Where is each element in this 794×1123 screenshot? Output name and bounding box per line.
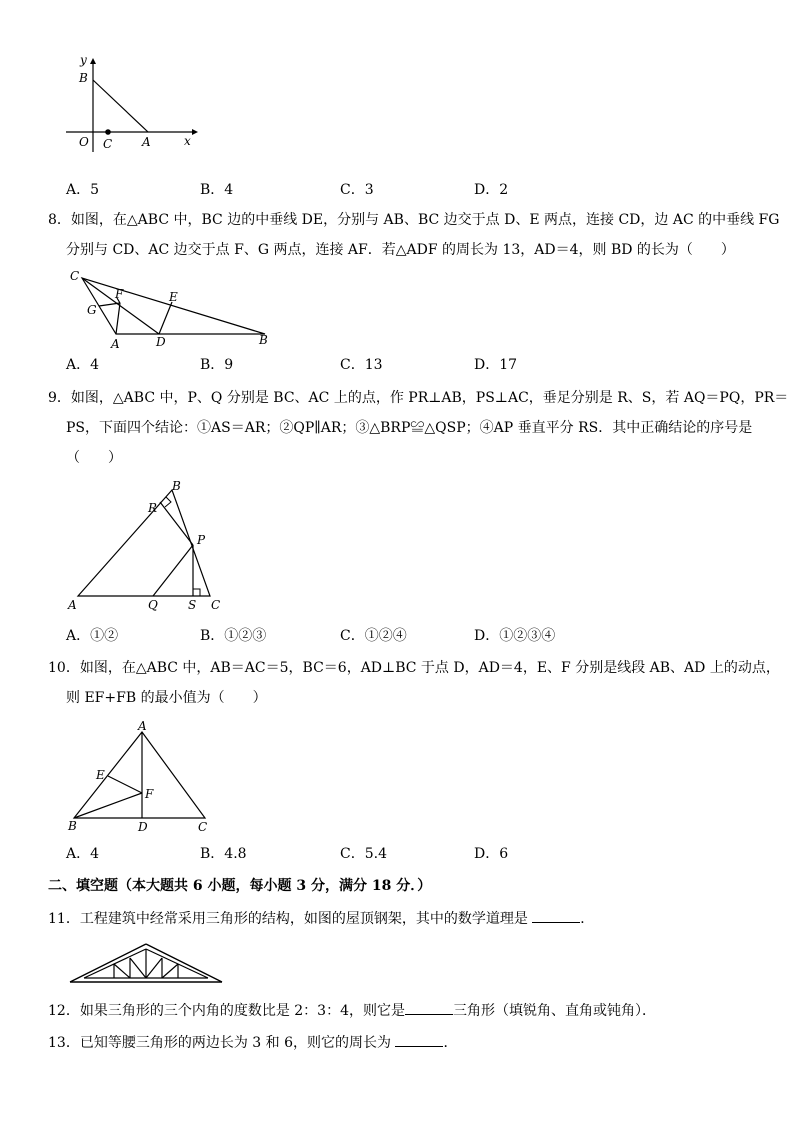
q10-option-d[interactable]: D．6 <box>474 846 509 862</box>
q7-point-a: A <box>142 135 151 149</box>
q9-point-p: P <box>197 533 206 547</box>
q8-point-c: C <box>70 269 80 283</box>
q10-text-line1: 10．如图，在△ABC 中，AB＝AC＝5，BC＝6，AD⊥BC 于点 D，AD＝4，E、F 分别是线段 AB、AD 上的动点， <box>48 660 780 676</box>
q9-point-q: Q <box>148 598 158 612</box>
q9-point-r: R <box>148 501 158 515</box>
q12-answer-blank[interactable] <box>405 1000 453 1015</box>
q10-option-b[interactable]: B．4.8 <box>200 846 247 862</box>
q8-point-g: G <box>87 303 97 317</box>
q7-coordinate-figure <box>60 52 200 158</box>
q7-y-label: y <box>80 53 87 67</box>
q11-text-line <box>48 908 594 929</box>
q10-text-line2: 则 EF+FB 的最小值为（ ） <box>66 690 267 706</box>
q12-text: 12．如果三角形的三个内角的度数比是 2：3：4，则它是 <box>48 1003 405 1019</box>
q11-end: ． <box>580 911 595 927</box>
q9-option-b[interactable]: B．①②③ <box>200 628 267 644</box>
q10-point-e: E <box>96 768 105 782</box>
q9-triangle-figure <box>60 478 230 614</box>
q13-text: 13．已知等腰三角形的两边长为 3 和 6，则它的周长为 <box>48 1035 391 1051</box>
q8-triangle-figure <box>60 266 280 350</box>
section2-heading: 二、填空题（本大题共 6 小题，每小题 3 分，满分 18 分．） <box>48 878 432 894</box>
q7-x-label: x <box>184 134 191 148</box>
q9-option-c[interactable]: C．①②④ <box>340 628 407 644</box>
q13-answer-blank[interactable] <box>395 1032 443 1047</box>
q9-text-line3: （ ） <box>66 450 122 466</box>
q8-point-a: A <box>111 337 120 350</box>
q7-option-b[interactable]: B．4 <box>200 182 234 198</box>
q9-option-a[interactable]: A．①② <box>66 628 119 644</box>
q10-point-b: B <box>68 819 77 833</box>
q9-point-s: S <box>188 598 197 612</box>
q7-point-b: B <box>79 71 88 85</box>
q10-point-f: F <box>145 787 154 801</box>
q10-point-d: D <box>138 820 148 834</box>
q11-text: 11．工程建筑中经常采用三角形的结构，如图的屋顶钢架，其中的数学道理是 <box>48 911 528 927</box>
q7-point-c: C <box>103 137 113 151</box>
q9-text-line2: PS，下面四个结论：①AS＝AR；②QP∥AR；③△BRP≌△QSP；④AP 垂直平分 RS．其中正确结论的序号是 <box>66 420 753 436</box>
q10-point-c: C <box>198 820 208 834</box>
q9-point-c: C <box>211 598 221 612</box>
q8-point-e: E <box>169 290 178 304</box>
q7-option-c[interactable]: C．3 <box>340 182 374 198</box>
q11-answer-blank[interactable] <box>532 908 580 923</box>
q10-point-a: A <box>138 719 147 733</box>
q8-option-c[interactable]: C．13 <box>340 357 383 373</box>
q7-option-d[interactable]: D．2 <box>474 182 509 198</box>
q8-point-f: F <box>115 287 124 301</box>
q13-end: ． <box>443 1035 458 1051</box>
q10-option-c[interactable]: C．5.4 <box>340 846 387 862</box>
q8-option-b[interactable]: B．9 <box>200 357 234 373</box>
q9-text-line1: 9．如图，△ABC 中，P、Q 分别是 BC、AC 上的点，作 PR⊥AB，PS⊥AC，垂足分别是 R、S，若 AQ＝PQ，PR＝ <box>48 390 789 406</box>
q9-point-a: A <box>68 598 77 612</box>
q10-option-a[interactable]: A．4 <box>66 846 100 862</box>
q13-text-line <box>48 1032 457 1053</box>
q8-point-d: D <box>156 335 166 349</box>
q10-triangle-figure <box>60 716 220 838</box>
q12-end: 三角形（填锐角、直角或钝角）． <box>453 1003 656 1019</box>
q9-point-b: B <box>172 479 181 493</box>
q8-text-line1: 8．如图，在△ABC 中，BC 边的中垂线 DE，分别与 AB、BC 边交于点 D、E 两点，连接 CD，边 AC 的中垂线 FG <box>48 212 780 228</box>
q7-origin-label: O <box>79 135 89 149</box>
q8-option-d[interactable]: D．17 <box>474 357 518 373</box>
q12-text-line <box>48 1000 656 1021</box>
q9-option-d[interactable]: D．①②③④ <box>474 628 556 644</box>
roof-truss-figure <box>66 938 226 990</box>
q8-point-b: B <box>259 333 268 347</box>
q7-option-a[interactable]: A．5 <box>66 182 100 198</box>
q8-option-a[interactable]: A．4 <box>66 357 100 373</box>
q8-text-line2: 分别与 CD、AC 边交于点 F、G 两点，连接 AF．若△ADF 的周长为 13，AD＝4，则 BD 的长为（ ） <box>66 242 735 258</box>
